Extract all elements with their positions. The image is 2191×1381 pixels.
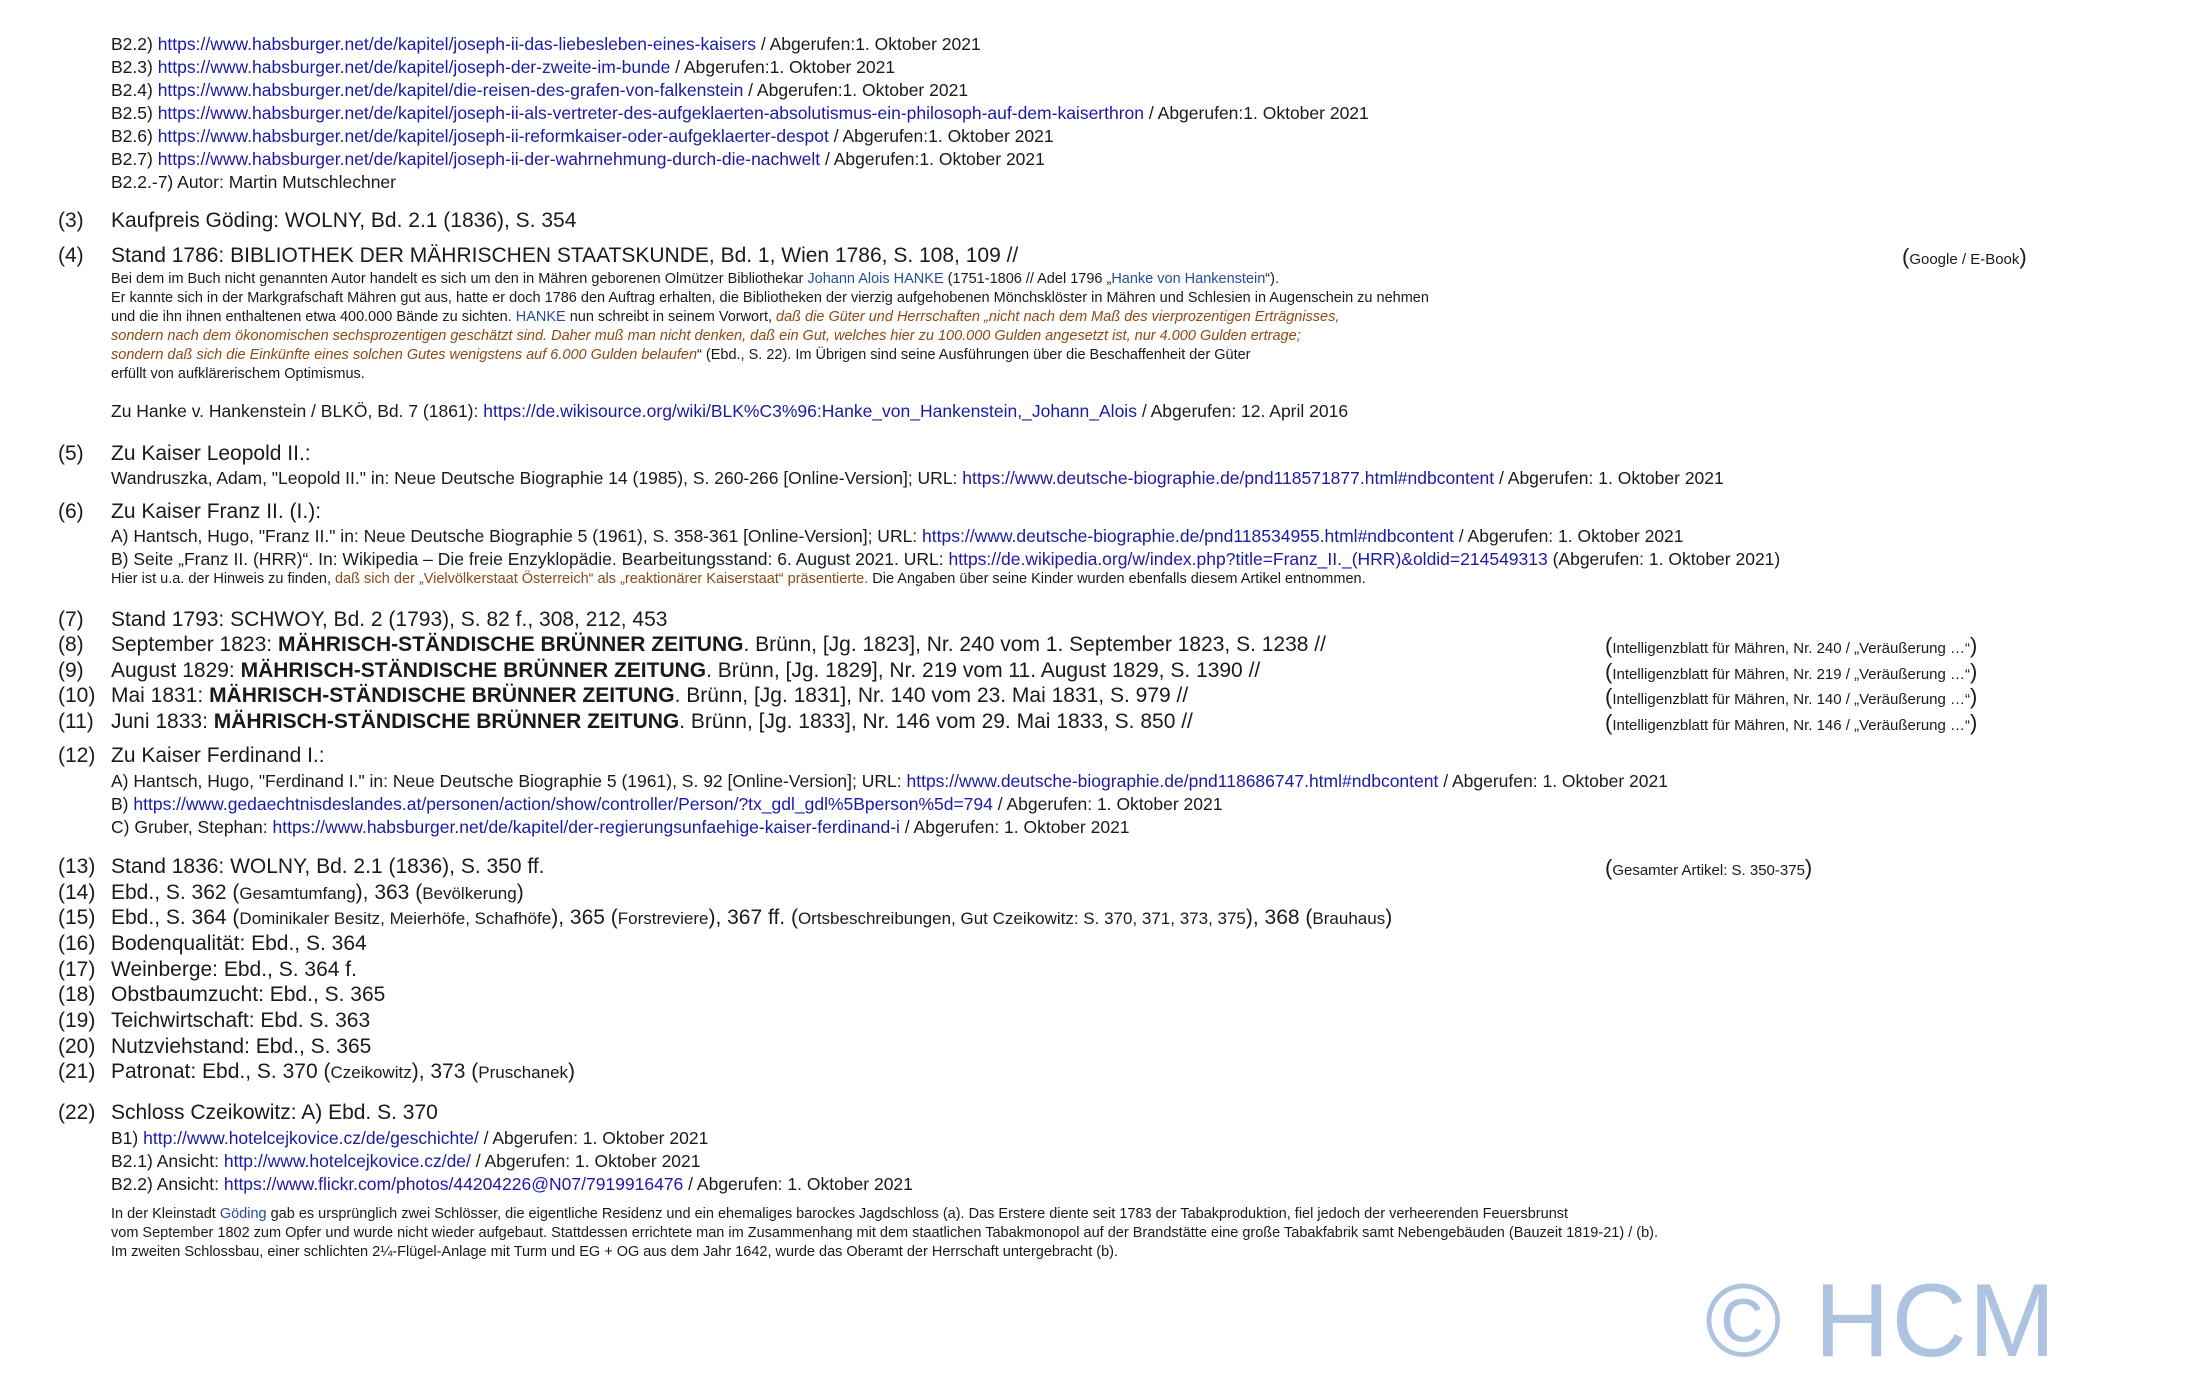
- reference-line: B2.2) Ansicht: https://www.flickr.com/photos/44204226@N07/7919916476 / Abgerufen: 1. Oktober 2021: [111, 1174, 913, 1194]
- footnote-number: (16): [58, 932, 96, 955]
- footnote-number: (17): [58, 958, 96, 981]
- note-quote-line: sondern nach dem ökonomischen sechsprozentigen geschätzt sind. Daher muß man nicht denken, daß ein Gut, welches hier zu 100.000 Gulden angesetzt ist, nur 4.000 Gulden ertrage;: [111, 328, 1301, 344]
- footnote-number: (11): [58, 710, 94, 733]
- footnote-number: (13): [58, 855, 96, 878]
- reference-line-b2-6: B2.6) https://www.habsburger.net/de/kapitel/joseph-ii-reformkaiser-oder-aufgeklaerter-despot / Abgerufen:1. Oktober 2021: [111, 126, 1054, 146]
- footnote-number: (3): [58, 209, 84, 232]
- footnote-text: Ebd., S. 362 (Gesamtumfang), 363 (Bevölkerung): [111, 881, 524, 904]
- footnote-text: Kaufpreis Göding: WOLNY, Bd. 2.1 (1836), S. 354: [111, 209, 577, 232]
- note-paragraph-line: erfüllt von aufklärerischem Optimismus.: [111, 366, 365, 382]
- note-paragraph-line: In der Kleinstadt Göding gab es ursprünglich zwei Schlösser, die eigentliche Residenz und ein ehemaliges barockes Jagdschloss (a). Das Erstere diente seit 1783 der Tabakproduktion, fiel jedoch der verheerenden Feuersbrunst: [111, 1206, 1569, 1222]
- wikisource-link[interactable]: https://de.wikisource.org/wiki/BLK%C3%96:Hanke_von_Hankenstein,_Johann_Alois: [483, 401, 1137, 421]
- hotel-history-link[interactable]: http://www.hotelcejkovice.cz/de/geschichte/: [143, 1128, 479, 1148]
- source-note: (Intelligenzblatt für Mähren, Nr. 140 / „Veräußerung …“): [1605, 684, 1978, 709]
- habsburger-link[interactable]: https://www.habsburger.net/de/kapitel/der-regierungsunfaehige-kaiser-ferdinand-i: [272, 817, 900, 837]
- footnote-text: Ebd., S. 364 (Dominikaler Besitz, Meierhöfe, Schafhöfe), 365 (Forstreviere), 367 ff. (Ortsbeschreibungen, Gut Czeikowitz: S. 370, 371, 373, 375), 368 (Brauhaus): [111, 906, 1393, 929]
- reference-line: B1) http://www.hotelcejkovice.cz/de/geschichte/ / Abgerufen: 1. Oktober 2021: [111, 1128, 709, 1148]
- note-paragraph-line: Hier ist u.a. der Hinweis zu finden, daß sich der „Vielvölkerstaat Österreich“ als „reaktionärer Kaiserstaat“ präsentierte. Die Angaben über seine Kinder wurden ebenfalls diesem Artikel entnommen.: [111, 571, 1366, 587]
- reference-link[interactable]: https://www.habsburger.net/de/kapitel/joseph-ii-als-vertreter-des-aufgeklaerten-absolutismus-ein-philosoph-auf-dem-kaiserthron: [157, 103, 1145, 123]
- source-note: (Intelligenzblatt für Mähren, Nr. 146 / „Veräußerung …“): [1605, 710, 1978, 735]
- reference-link[interactable]: https://www.habsburger.net/de/kapitel/joseph-der-zweite-im-bunde: [157, 57, 671, 77]
- source-note: (Gesamter Artikel: S. 350-375): [1605, 855, 1813, 880]
- reference-author: B2.2.-7) Autor: Martin Mutschlechner: [111, 172, 396, 192]
- footnote-text: Schloss Czeikowitz: A) Ebd. S. 370: [111, 1101, 438, 1124]
- footnote-number: (22): [58, 1101, 96, 1124]
- footnote-number: (4): [58, 244, 84, 267]
- reference-line: C) Gruber, Stephan: https://www.habsburger.net/de/kapitel/der-regierungsunfaehige-kaiser-ferdinand-i / Abgerufen: 1. Oktober 2021: [111, 817, 1130, 837]
- footnote-number: (5): [58, 442, 84, 465]
- reference-line: A) Hantsch, Hugo, "Ferdinand I." in: Neue Deutsche Biographie 5 (1961), S. 92 [Online-Version]; URL: https://www.deutsche-biographie.de/pnd118686747.html#ndbcontent / Abgerufen: 1. Oktober 2021: [111, 771, 1668, 791]
- footnote-text: September 1823: MÄHRISCH-STÄNDISCHE BRÜNNER ZEITUNG. Brünn, [Jg. 1823], Nr. 240 vom 1. September 1823, S. 1238 //: [111, 633, 1326, 656]
- footnote-text: Weinberge: Ebd., S. 364 f.: [111, 958, 357, 981]
- reference-link[interactable]: https://www.habsburger.net/de/kapitel/joseph-ii-der-wahrnehmung-durch-die-nachwelt: [157, 149, 821, 169]
- footnote-number: (18): [58, 983, 96, 1006]
- reference-line: B) Seite „Franz II. (HRR)“. In: Wikipedia – Die freie Enzyklopädie. Bearbeitungsstand: 6. August 2021. URL: https://de.wikipedia.org/w/index.php?title=Franz_II._(HRR)&oldid=214549313 (Abgerufen: 1. Oktober 2021): [111, 549, 1781, 569]
- footnote-text: Mai 1831: MÄHRISCH-STÄNDISCHE BRÜNNER ZEITUNG. Brünn, [Jg. 1831], Nr. 140 vom 23. Mai 1831, S. 979 //: [111, 684, 1189, 707]
- reference-line-b2-2: B2.2) https://www.habsburger.net/de/kapitel/joseph-ii-das-liebesleben-eines-kaisers / Abgerufen:1. Oktober 2021: [111, 34, 981, 54]
- flickr-link[interactable]: https://www.flickr.com/photos/44204226@N07/7919916476: [223, 1174, 684, 1194]
- footnote-number: (21): [58, 1060, 96, 1083]
- footnote-text: Juni 1833: MÄHRISCH-STÄNDISCHE BRÜNNER ZEITUNG. Brünn, [Jg. 1833], Nr. 146 vom 29. Mai 1833, S. 850 //: [111, 710, 1193, 733]
- reference-line: B) https://www.gedaechtnisdeslandes.at/personen/action/show/controller/Person/?tx_gdl_gdl%5Bperson%5d=794 / Abgerufen: 1. Oktober 2021: [111, 794, 1223, 814]
- footnote-number: (20): [58, 1035, 96, 1058]
- footnote-text: August 1829: MÄHRISCH-STÄNDISCHE BRÜNNER ZEITUNG. Brünn, [Jg. 1829], Nr. 219 vom 11. August 1829, S. 1390 //: [111, 659, 1261, 682]
- reference-line: B2.1) Ansicht: http://www.hotelcejkovice.cz/de/ / Abgerufen: 1. Oktober 2021: [111, 1151, 701, 1171]
- footnote-text: Stand 1786: BIBLIOTHEK DER MÄHRISCHEN STAATSKUNDE, Bd. 1, Wien 1786, S. 108, 109 //: [111, 244, 1019, 267]
- note-paragraph-line: und die ihn ihnen enthaltenen etwa 400.000 Bände zu sichten. HANKE nun schreibt in seinem Vorwort, daß die Güter und Herrschaften „nicht nach dem Maß des vierprozentigen Erträgnisses,: [111, 309, 1340, 325]
- biography-link[interactable]: https://www.deutsche-biographie.de/pnd118534955.html#ndbcontent: [922, 526, 1454, 546]
- footnote-text: Obstbaumzucht: Ebd., S. 365: [111, 983, 386, 1006]
- hotel-link[interactable]: http://www.hotelcejkovice.cz/de/: [223, 1151, 471, 1171]
- footnote-number: (14): [58, 881, 96, 904]
- footnote-number: (15): [58, 906, 96, 929]
- reference-line-b2-3: B2.3) https://www.habsburger.net/de/kapitel/joseph-der-zweite-im-bunde / Abgerufen:1. Oktober 2021: [111, 57, 896, 77]
- footnote-text: Stand 1793: SCHWOY, Bd. 2 (1793), S. 82 f., 308, 212, 453: [111, 608, 668, 631]
- reference-line-b2-5: B2.5) https://www.habsburger.net/de/kapitel/joseph-ii-als-vertreter-des-aufgeklaerten-absolutismus-ein-philosoph-auf-dem-kaiserthron / Abgerufen:1. Oktober 2021: [111, 103, 1369, 123]
- footnote-text: Teichwirtschaft: Ebd. S. 363: [111, 1009, 371, 1032]
- source-note: (Google / E-Book): [1902, 244, 2027, 269]
- footnote-text: Patronat: Ebd., S. 370 (Czeikowitz), 373 (Pruschanek): [111, 1060, 576, 1083]
- footnote-text: Zu Kaiser Ferdinand I.:: [111, 744, 325, 767]
- note-paragraph-line: Er kannte sich in der Markgrafschaft Mähren gut aus, hatte er doch 1786 den Auftrag erhalten, die Bibliotheken der vierzig aufgehobenen Mönchsklöster in Mähren und Schlesien in Augenschein zu nehmen: [111, 290, 1429, 306]
- biography-link[interactable]: https://www.deutsche-biographie.de/pnd118571877.html#ndbcontent: [962, 468, 1495, 488]
- source-note: (Intelligenzblatt für Mähren, Nr. 219 / „Veräußerung …“): [1605, 659, 1978, 684]
- reference-line: Wandruszka, Adam, "Leopold II." in: Neue Deutsche Biographie 14 (1985), S. 260-266 [Online-Version]; URL: https://www.deutsche-biographie.de/pnd118571877.html#ndbcontent / Abgerufen: 1. Oktober 2021: [111, 468, 1724, 488]
- reference-link[interactable]: https://www.habsburger.net/de/kapitel/joseph-ii-reformkaiser-oder-aufgeklaerter-despot: [157, 126, 829, 146]
- note-paragraph-line: Im zweiten Schlossbau, einer schlichten 2¼-Flügel-Anlage mit Turm und EG + OG aus dem Jahr 1642, wurde das Oberamt der Herrschaft untergebracht (b).: [111, 1244, 1119, 1260]
- reference-line-b2-7: B2.7) https://www.habsburger.net/de/kapitel/joseph-ii-der-wahrnehmung-durch-die-nachwelt / Abgerufen:1. Oktober 2021: [111, 149, 1045, 169]
- footnote-text: Stand 1836: WOLNY, Bd. 2.1 (1836), S. 350 ff.: [111, 855, 545, 878]
- footnote-number: (10): [58, 684, 96, 707]
- footnote-text: Zu Kaiser Franz II. (I.):: [111, 500, 322, 523]
- footnote-text: Nutzviehstand: Ebd., S. 365: [111, 1035, 372, 1058]
- footnote-number: (12): [58, 744, 96, 767]
- footnote-number: (7): [58, 608, 84, 631]
- reference-line-b2-4: B2.4) https://www.habsburger.net/de/kapitel/die-reisen-des-grafen-von-falkenstein / Abgerufen:1. Oktober 2021: [111, 80, 969, 100]
- footnote-number: (9): [58, 659, 84, 682]
- reference-link[interactable]: https://www.habsburger.net/de/kapitel/joseph-ii-das-liebesleben-eines-kaisers: [157, 34, 756, 54]
- footnote-text: Bodenqualität: Ebd., S. 364: [111, 932, 367, 955]
- footnote-number: (19): [58, 1009, 96, 1032]
- reference-line: A) Hantsch, Hugo, "Franz II." in: Neue Deutsche Biographie 5 (1961), S. 358-361 [Online-Version]; URL: https://www.deutsche-biographie.de/pnd118534955.html#ndbcontent / Abgerufen: 1. Oktober 2021: [111, 526, 1684, 546]
- note-paragraph-line: Bei dem im Buch nicht genannten Autor handelt es sich um den in Mähren geborenen Olmützer Bibliothekar Johann Alois HANKE (1751-1806 // Adel 1796 „Hanke von Hankenstein“).: [111, 271, 1279, 287]
- reference-link[interactable]: https://www.habsburger.net/de/kapitel/die-reisen-des-grafen-von-falkenstein: [157, 80, 744, 100]
- copyright-watermark: © HCM: [1705, 1263, 2058, 1379]
- source-note: (Intelligenzblatt für Mähren, Nr. 240 / „Veräußerung …“): [1605, 633, 1978, 658]
- wikipedia-link[interactable]: https://de.wikipedia.org/w/index.php?title=Franz_II._(HRR)&oldid=214549313: [948, 549, 1548, 569]
- note-paragraph-line: sondern daß sich die Einkünfte eines solchen Gutes wenigstens auf 6.000 Gulden belaufen“ (Ebd., S. 22). Im Übrigen sind seine Ausführungen über die Beschaffenheit der Güter: [111, 347, 1251, 363]
- footnote-number: (6): [58, 500, 84, 523]
- biography-link[interactable]: https://www.deutsche-biographie.de/pnd118686747.html#ndbcontent: [906, 771, 1439, 791]
- note-paragraph-line: vom September 1802 zum Opfer und wurde nicht wieder aufgebaut. Stattdessen errichtete man im Zusammenhang mit dem staatlichen Tabakmonopol auf der Brandstätte eine große Tabakfabrik samt Nebengebäuden (Bauzeit 1819-21) / (b).: [111, 1225, 1658, 1241]
- footnote-text: Zu Kaiser Leopold II.:: [111, 442, 311, 465]
- gedaechtnis-link[interactable]: https://www.gedaechtnisdeslandes.at/personen/action/show/controller/Person/?tx_gdl_gdl%5Bperson%5d=794: [133, 794, 993, 814]
- footnote-number: (8): [58, 633, 84, 656]
- hanke-reference: Zu Hanke v. Hankenstein / BLKÖ, Bd. 7 (1861): https://de.wikisource.org/wiki/BLK%C3%96:Hanke_von_Hankenstein,_Johann_Alois / Abgerufen: 12. April 2016: [111, 401, 1349, 421]
